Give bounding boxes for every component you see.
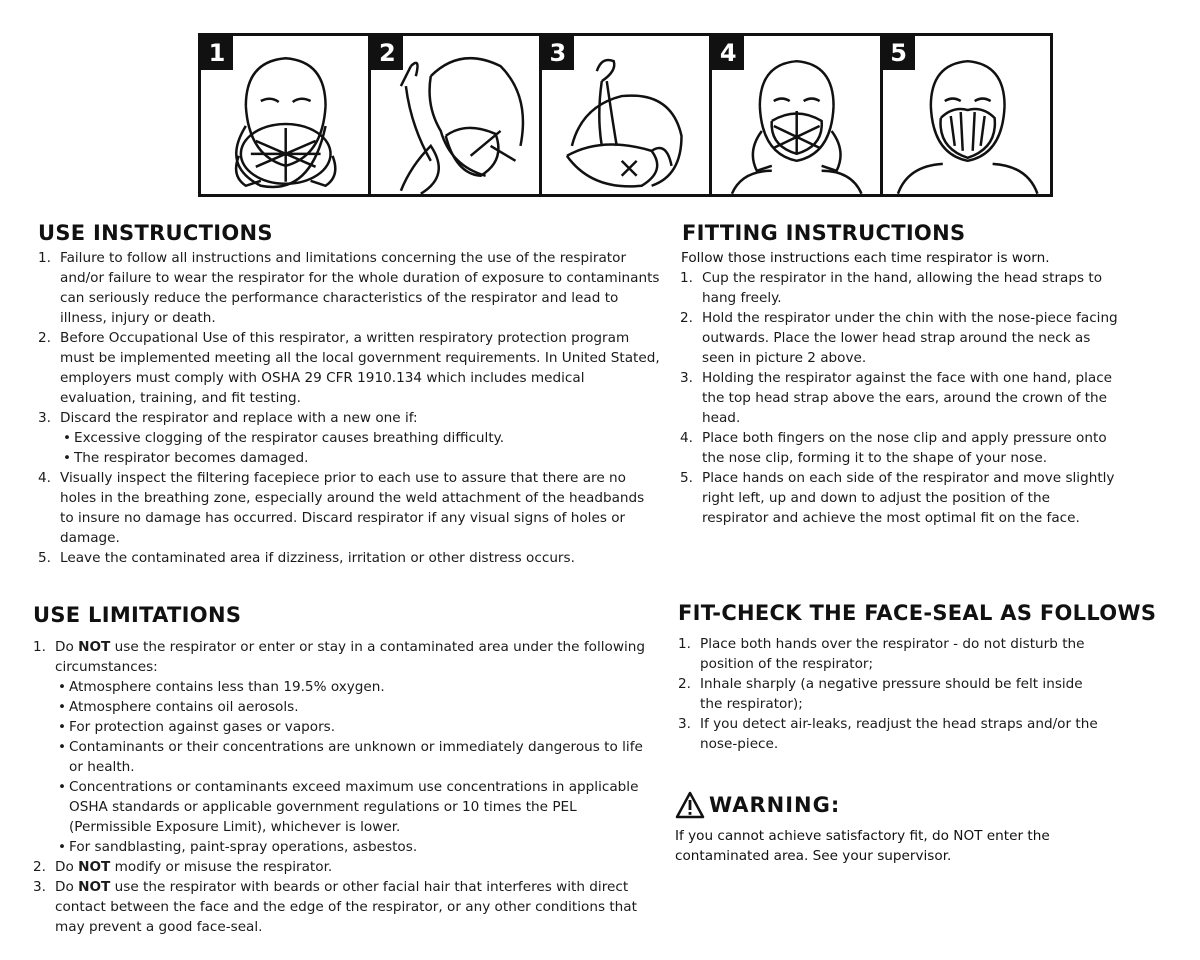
warning-text: If you cannot achieve satisfactory fit, do NOT enter the contaminated area. See your supervisor.	[675, 828, 1050, 864]
bullet-item: • Excessive clogging of the respirator causes breathing difficulty.	[60, 428, 660, 448]
list-item: 1. Cup the respirator in the hand, allowing the head straps to hang freely.	[680, 270, 1103, 306]
step-number: 1	[201, 36, 233, 70]
fitting-intro: Follow those instructions each time respirator is worn.	[681, 250, 1050, 266]
bullet-item: • The respirator becomes damaged.	[60, 448, 660, 468]
step-number: 2	[371, 36, 403, 70]
use-limitations-list	[33, 637, 660, 937]
bullet-item: • For sandblasting, paint-spray operations, asbestos.	[55, 837, 660, 857]
step-panel-4	[712, 36, 882, 194]
list-item: 2. Hold the respirator under the chin with the nose-piece facing outwards. Place the lower head strap around the neck as seen in picture 2 above.	[680, 310, 1118, 366]
bullet-item: • Concentrations or contaminants exceed maximum use concentrations in applicable OSHA standards or applicable government regulations or 10 times the PEL (Permissible Exposure Limit), whichever is lower.	[55, 777, 660, 837]
list-item: 1. Failure to follow all instructions and limitations concerning the use of the respirator and/or failure to wear the respirator for the whole duration of exposure to contaminants can seriously reduce the performance characteristics of the respirator and lead to illness, injury or death.	[38, 250, 660, 326]
bullet-item: • Atmosphere contains oil aerosols.	[55, 697, 660, 717]
fit-check-list	[678, 634, 1098, 754]
step-panel-2	[371, 36, 541, 194]
step-number: 4	[712, 36, 744, 70]
step-number: 3	[542, 36, 574, 70]
list-item: 2. Inhale sharply (a negative pressure should be felt inside the respirator);	[678, 676, 1083, 712]
list-item: 5. Leave the contaminated area if dizziness, irritation or other distress occurs.	[38, 550, 575, 566]
use-instructions-list	[38, 248, 660, 568]
list-item: 3. Discard the respirator and replace with a new one if: • Excessive clogging of the respirator causes breathing difficulty. • The respirator becomes damaged.	[38, 408, 660, 468]
step-number: 5	[883, 36, 915, 70]
list-item: 5. Place hands on each side of the respirator and move slightly right left, up and down to adjust the position of the respirator and achieve the most optimal fit on the face.	[680, 470, 1115, 526]
step-panel-3	[542, 36, 712, 194]
list-item: 3. If you detect air-leaks, readjust the head straps and/or the nose-piece.	[678, 716, 1098, 752]
bullet-item: • Contaminants or their concentrations are unknown or immediately dangerous to life or health.	[55, 737, 660, 777]
list-item: 1. Do NOT use the respirator or enter or stay in a contaminated area under the following circumstances: • Atmosphere contains less than 19.5% oxygen. • Atmosphere contains oil aerosols. • For protection against gases or vapors. • Contaminants or their concentrations are unknown or immediately dangerous to life or health. • Concentrations or contaminants exceed maximum use concentrations in applicable OSHA standards or applicable government regulations or 10 times the PEL (Permissible Exposure Limit), whichever is lower. • For sandblasting, paint-spray operations, asbestos.	[33, 637, 660, 857]
step-panel-5	[883, 36, 1050, 194]
fitting-instructions-list	[680, 268, 1120, 528]
illustration-strip	[198, 33, 1053, 197]
use-instructions-heading: USE INSTRUCTIONS	[38, 221, 273, 245]
warning-heading	[675, 791, 840, 819]
list-item: 1. Place both hands over the respirator - do not disturb the position of the respirator;	[678, 636, 1085, 672]
fitting-instructions-heading: FITTING INSTRUCTIONS	[682, 221, 966, 245]
use-limitations-heading: USE LIMITATIONS	[33, 603, 242, 627]
fit-check-heading: FIT-CHECK THE FACE-SEAL AS FOLLOWS	[678, 601, 1157, 625]
bullet-item: • For protection against gases or vapors.	[55, 717, 660, 737]
step-panel-1	[201, 36, 371, 194]
list-item: 3. Do NOT use the respirator with beards or other facial hair that interferes with direct contact between the face and the edge of the respirator, or any other conditions that may prevent a good face-seal.	[33, 879, 637, 935]
list-item: 2. Before Occupational Use of this respirator, a written respiratory protection program must be implemented meeting all the local government requirements. In United Stated, employers must comply with OSHA 29 CFR 1910.134 which includes medical evaluation, training, and fit testing.	[38, 330, 660, 406]
list-item: 3. Holding the respirator against the face with one hand, place the top head strap above the ears, around the crown of the head.	[680, 370, 1113, 426]
warning-triangle-icon	[675, 791, 705, 819]
list-item: 2. Do NOT modify or misuse the respirator.	[33, 859, 333, 875]
list-item: 4. Place both fingers on the nose clip and apply pressure onto the nose clip, forming it to the shape of your nose.	[680, 430, 1107, 466]
list-item: 4. Visually inspect the filtering facepiece prior to each use to assure that there are no holes in the breathing zone, especially around the weld attachment of the headbands to insure no damage has occurred. Discard respirator if any visual signs of holes or damage.	[38, 470, 645, 546]
bullet-item: • Atmosphere contains less than 19.5% oxygen.	[55, 677, 660, 697]
warning-title: WARNING:	[709, 793, 841, 817]
